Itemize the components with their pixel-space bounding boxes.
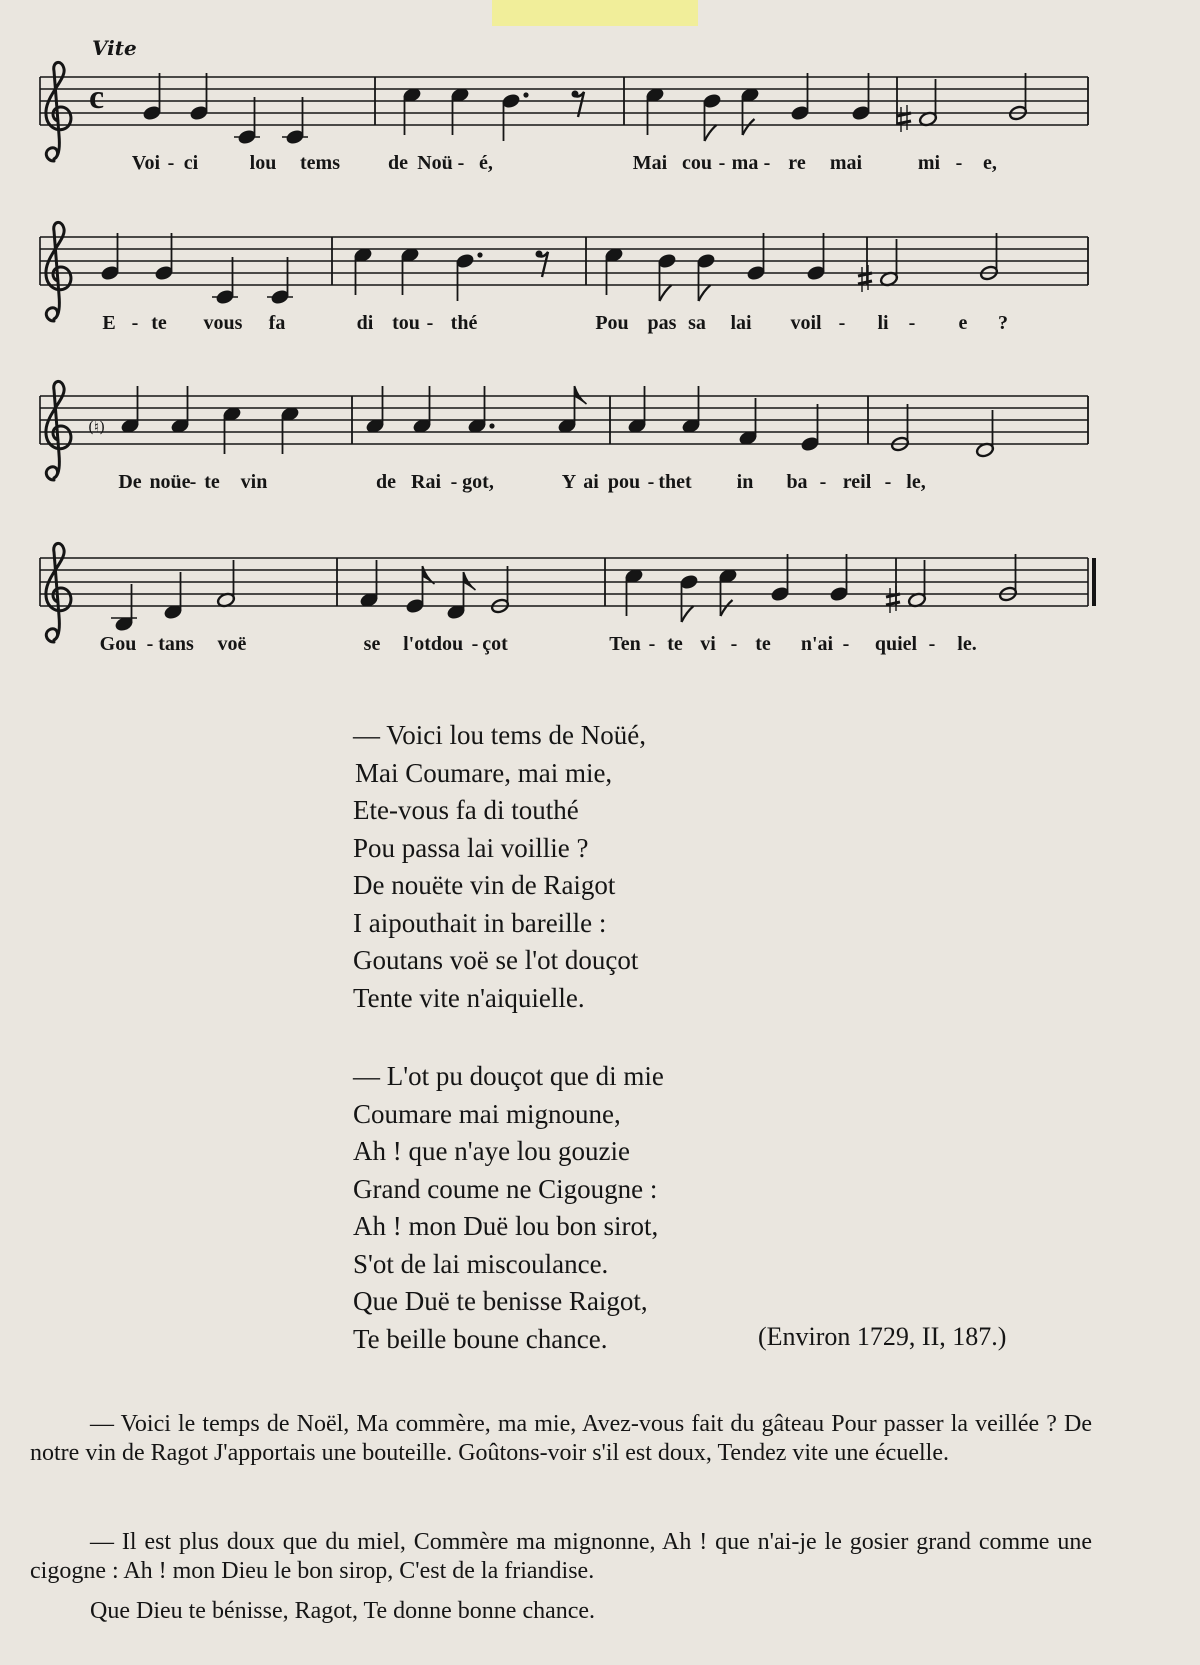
lyric-syllable: Voi xyxy=(131,152,161,174)
lyric-syllable: thet xyxy=(658,471,692,493)
lyric-syllable: ? xyxy=(998,312,1008,334)
lyric-syllable: Mai xyxy=(632,152,668,174)
poem-line: Pou passa lai voillie ? xyxy=(353,832,589,863)
lyric-syllable: in xyxy=(736,471,754,493)
poem-line: Que Duë te benisse Raigot, xyxy=(353,1286,648,1316)
lyric-syllable: pou xyxy=(607,471,641,493)
lyric-hyphen: - xyxy=(763,152,771,174)
lyric-syllable: Rai xyxy=(411,471,441,493)
lyric-syllable: Y xyxy=(561,471,577,493)
lyric-hyphen: - xyxy=(189,471,197,493)
lyric-hyphen: - xyxy=(647,471,655,493)
lyric-syllable: De xyxy=(118,471,142,493)
lyric-syllable: quiel xyxy=(874,633,918,655)
poem-stanza-2 xyxy=(353,1058,664,1358)
lyric-hyphen: - xyxy=(426,312,434,334)
common-time-icon: c xyxy=(89,79,105,116)
lyric-syllable: lou xyxy=(249,152,277,174)
lyric-syllable: sa xyxy=(688,312,706,334)
poem-line: — Voici lou tems de Noüé, xyxy=(353,720,646,750)
staff-system-4 xyxy=(0,521,1200,681)
poem-line: Te beille boune chance. xyxy=(353,1323,608,1354)
lyrics-line-4 xyxy=(0,521,1200,681)
lyric-hyphen: - xyxy=(819,471,827,493)
lyric-syllable: se xyxy=(363,633,381,655)
poem-stanza-1 xyxy=(353,717,646,1017)
lyric-syllable: ma xyxy=(731,152,759,174)
lyric-syllable: te xyxy=(151,312,167,334)
lyric-syllable: lai xyxy=(730,312,752,334)
lyric-syllable: le, xyxy=(906,471,926,493)
lyric-syllable: mai xyxy=(829,152,863,174)
lyric-syllable: vi xyxy=(700,633,716,655)
tempo-marking: Vite xyxy=(92,36,137,60)
lyrics-line-2 xyxy=(0,200,1200,360)
lyric-syllable: Pou xyxy=(595,312,629,334)
lyric-hyphen: - xyxy=(450,471,458,493)
lyric-hyphen: - xyxy=(167,152,175,174)
lyric-syllable: de xyxy=(388,152,408,174)
lyric-syllable: li xyxy=(877,312,889,334)
lyric-syllable: le. xyxy=(957,633,977,655)
lyric-hyphen: - xyxy=(928,633,936,655)
lyric-hyphen: - xyxy=(131,312,139,334)
lyric-syllable: ci xyxy=(183,152,199,174)
yellow-highlight-mark xyxy=(492,0,698,26)
lyric-syllable: ai xyxy=(583,471,599,493)
translation-paragraph-3: Que Dieu te bénisse, Ragot, Te donne bonne chance. xyxy=(90,1598,596,1624)
lyric-hyphen: - xyxy=(471,633,479,655)
lyric-hyphen: - xyxy=(146,633,154,655)
natural-sign-icon: (♮) xyxy=(88,418,106,436)
lyric-hyphen: - xyxy=(955,152,963,174)
lyric-syllable: de xyxy=(376,471,396,493)
translation-paragraph-2: — Il est plus doux que du miel, Commère ma mignonne, Ah ! que n'ai-je le gosier grand comme une cigogne : Ah ! mon Dieu le bon sirop, C'est de la friandise. xyxy=(30,1529,1092,1584)
lyric-syllable: di xyxy=(356,312,374,334)
lyric-syllable: n'ai xyxy=(800,633,834,655)
lyric-syllable: te xyxy=(204,471,220,493)
lyrics-line-1 xyxy=(0,40,1200,200)
lyric-hyphen: - xyxy=(730,633,738,655)
source-citation: (Environ 1729, II, 187.) xyxy=(758,1322,1007,1351)
lyric-syllable: pas xyxy=(647,312,677,334)
staff-system-3 xyxy=(0,359,1200,519)
lyric-syllable: tou xyxy=(392,312,420,334)
lyric-hyphen: - xyxy=(648,633,656,655)
lyric-syllable: Ten xyxy=(609,633,641,655)
lyric-syllable: te xyxy=(667,633,683,655)
lyric-hyphen: - xyxy=(718,152,726,174)
translation-paragraph-1: — Voici le temps de Noël, Ma commère, ma mie, Avez-vous fait du gâteau Pour passer la veillée ? De notre vin de Ragot J'apportais une bouteille. Goûtons-voir s'il est doux, Tendez vite une écuelle. xyxy=(30,1411,1092,1466)
lyric-syllable: vin xyxy=(240,471,268,493)
lyric-hyphen: - xyxy=(838,312,846,334)
lyric-syllable: fa xyxy=(268,312,286,334)
lyric-syllable: dou xyxy=(430,633,464,655)
poem-line: Ete-vous fa di touthé xyxy=(353,795,579,825)
lyric-syllable: tems xyxy=(300,152,340,174)
lyric-syllable: vous xyxy=(203,312,243,334)
lyric-syllable: ba xyxy=(786,471,808,493)
poem-line: S'ot de lai miscoulance. xyxy=(353,1248,609,1279)
staff-system-2 xyxy=(0,200,1200,360)
lyrics-line-3 xyxy=(0,359,1200,519)
lyric-syllable: te xyxy=(755,633,771,655)
lyric-syllable: voë xyxy=(217,633,247,655)
poem-line: Mai Coumare, mai mie, xyxy=(355,757,613,788)
staff-system-1 xyxy=(0,40,1200,200)
poem-line: Goutans voë se l'ot douçot xyxy=(353,945,639,975)
poem-line: Tente vite n'aiquielle. xyxy=(353,982,585,1013)
lyric-hyphen: - xyxy=(908,312,916,334)
lyric-syllable: re xyxy=(788,152,806,174)
lyric-hyphen: - xyxy=(884,471,892,493)
lyric-syllable: tans xyxy=(158,633,194,655)
lyric-syllable: e xyxy=(958,312,968,334)
lyric-syllable: l'ot xyxy=(403,633,431,655)
lyric-syllable: e, xyxy=(983,152,997,174)
lyric-syllable: got, xyxy=(462,471,494,493)
poem-line: Grand coume ne Cigougne : xyxy=(353,1173,658,1204)
lyric-syllable: Gou xyxy=(99,633,137,655)
poem-line: I aipouthait in bareille : xyxy=(353,907,607,938)
poem-line: Ah ! mon Duë lou bon sirot, xyxy=(353,1211,659,1241)
poem-line: — L'ot pu douçot que di mie xyxy=(353,1061,664,1091)
lyric-hyphen: - xyxy=(457,152,465,174)
lyric-syllable: Noü xyxy=(417,152,453,174)
lyric-syllable: noüe xyxy=(149,471,191,493)
lyric-hyphen: - xyxy=(842,633,850,655)
lyric-syllable: é, xyxy=(479,152,493,174)
lyric-syllable: E xyxy=(102,312,116,334)
poem-line: Coumare mai mignoune, xyxy=(353,1098,621,1129)
lyric-syllable: reil xyxy=(842,471,872,493)
poem-line: De nouëte vin de Raigot xyxy=(353,870,616,900)
lyric-syllable: mi xyxy=(917,152,941,174)
lyric-syllable: voil xyxy=(790,312,822,334)
lyric-syllable: cou xyxy=(682,152,712,174)
lyric-syllable: çot xyxy=(482,633,508,655)
poem-line: Ah ! que n'aye lou gouzie xyxy=(353,1136,631,1166)
lyric-syllable: thé xyxy=(450,312,478,334)
